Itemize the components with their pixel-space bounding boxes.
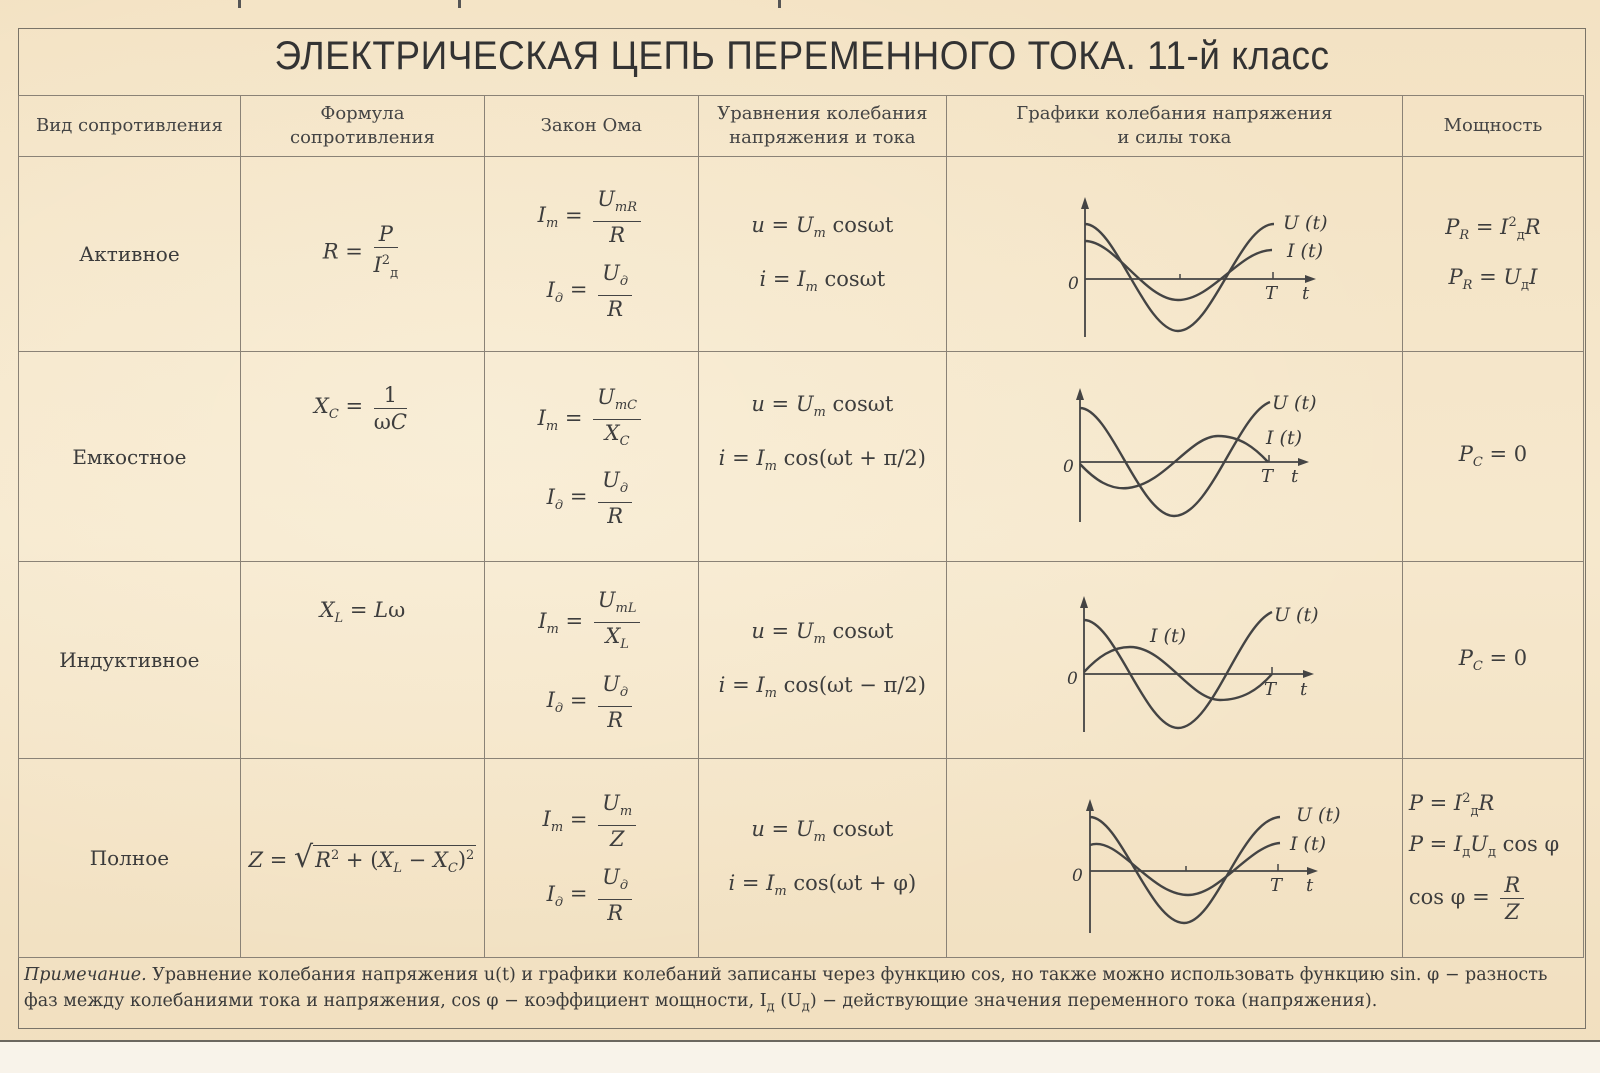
footnote-sub: д xyxy=(801,999,810,1015)
i-label: I (t) xyxy=(1266,427,1303,449)
table-row xyxy=(19,562,1584,759)
i-label: I (t) xyxy=(1150,625,1187,647)
equations-active: $u = U_m$ cosωt $i = I_m$ cosωt xyxy=(698,157,946,352)
zero-label: 0 xyxy=(1068,274,1080,294)
zero-label: 0 xyxy=(1063,457,1075,477)
u-label: U (t) xyxy=(1283,212,1328,234)
footnote xyxy=(24,962,1569,1021)
header-ohm: Закон Ома xyxy=(485,96,699,157)
x-axis-arrow xyxy=(1305,275,1316,283)
header-graphs: Графики колебания напряжения и силы тока xyxy=(946,96,1402,157)
T-label: T xyxy=(1270,875,1283,896)
header-power: Мощность xyxy=(1402,96,1583,157)
footnote-label: Примечание. xyxy=(24,965,147,985)
t-label: t xyxy=(1291,466,1299,487)
top-mark xyxy=(238,0,251,8)
kind-inductive: Индуктивное xyxy=(19,562,241,759)
footnote-text: Уравнение колебания напряжения u(t) и графики колебаний записаны через функцию cos, но также можно использовать функцию sin. φ − разность фаз между колебаниями тока и напряжения, cos φ − коэффициент мощности, I xyxy=(24,965,1548,1011)
t-label: t xyxy=(1300,679,1308,700)
ohm-active: $I_m$ = $\frac{U_{mR}}{R}$ $I_д$ = $\frac{U_д}{R}$ xyxy=(485,157,699,352)
u-label: U (t) xyxy=(1296,804,1341,826)
equations-total: $u = U_m$ cosωt $i = I_m$ cos(ωt + φ) xyxy=(698,759,946,958)
table-row xyxy=(19,157,1584,352)
kind-total: Полное xyxy=(19,759,241,958)
equations-inductive: $u = U_m$ cosωt $i = I_m$ cos(ωt − π/2) xyxy=(698,562,946,759)
page-bottom-edge xyxy=(0,1040,1600,1073)
u-curve xyxy=(1080,402,1270,516)
graph-capacitive xyxy=(946,352,1402,562)
power-capacitive: $P_C = 0$ xyxy=(1402,352,1583,562)
header-kind: Вид сопротивления xyxy=(19,96,241,157)
T-label: T xyxy=(1261,466,1274,487)
table-row xyxy=(19,759,1584,958)
graph-active xyxy=(946,157,1402,352)
table-row xyxy=(19,352,1584,562)
power-total: $P = I^2_дR$ $P = I_дU_д$ cos φ cos φ = $\frac{R}{Z}$ xyxy=(1402,759,1583,958)
top-mark xyxy=(458,0,471,8)
graph-capacitive-svg xyxy=(950,352,1398,557)
footnote-mid: (U xyxy=(774,991,802,1011)
t-label: t xyxy=(1302,283,1310,304)
i-label: I (t) xyxy=(1290,833,1327,855)
y-axis-arrow xyxy=(1080,596,1088,608)
zero-label: 0 xyxy=(1067,669,1079,689)
power-inductive: $P_C = 0$ xyxy=(1402,562,1583,759)
header-formula: Формула сопротивления xyxy=(240,96,484,157)
graph-total-svg xyxy=(950,759,1398,953)
t-label: t xyxy=(1306,875,1314,896)
graph-inductive xyxy=(946,562,1402,759)
graph-total xyxy=(946,759,1402,958)
y-axis-arrow xyxy=(1076,388,1084,400)
formula-total: $Z = √R^2 + (X_L - X_C)^2$ xyxy=(240,759,484,958)
formula-capacitive: $X_C$ = $\frac{1}{\omega C}$ xyxy=(240,352,484,562)
graph-inductive-svg xyxy=(950,562,1398,754)
kind-capacitive: Емкостное xyxy=(19,352,241,562)
equations-capacitive: $u = U_m$ cosωt $i = I_m$ cos(ωt + π/2) xyxy=(698,352,946,562)
ohm-total: $I_m$ = $\frac{U_m}{Z}$ $I_д$ = $\frac{U_д}{R}$ xyxy=(485,759,699,958)
T-label: T xyxy=(1265,283,1278,304)
y-axis-arrow xyxy=(1081,197,1089,209)
ohm-inductive: $I_m$ = $\frac{U_{mL}}{X_L}$ $I_д$ = $\frac{U_д}{R}$ xyxy=(485,562,699,759)
top-mark xyxy=(778,0,791,8)
x-axis-arrow xyxy=(1298,458,1309,466)
zero-label: 0 xyxy=(1072,866,1084,886)
x-axis-arrow xyxy=(1303,670,1314,678)
formula-active: R = $\frac{P}{I^2_д}$ xyxy=(240,157,484,352)
y-axis-arrow xyxy=(1086,799,1094,811)
top-cut-strip xyxy=(18,0,1586,29)
formula-table xyxy=(18,95,1584,958)
i-curve xyxy=(1090,843,1280,895)
power-active: $P_R = I^2_дR$ $P_R = U_дI$ xyxy=(1402,157,1583,352)
T-label: T xyxy=(1264,679,1277,700)
graph-active-svg xyxy=(950,157,1398,347)
ohm-capacitive: $I_m$ = $\frac{U_{mC}}{X_C}$ $I_д$ = $\frac{U_д}{R}$ xyxy=(485,352,699,562)
header-row xyxy=(19,96,1584,157)
footnote-tail: ) − действующие значения переменного тока (напряжения). xyxy=(809,991,1378,1011)
page-title: ЭЛЕКТРИЧЕСКАЯ ЦЕПЬ ПЕРЕМЕННОГО ТОКА. 11-й класс xyxy=(274,33,1330,78)
formula-inductive: $X_L = L\omega$ xyxy=(240,562,484,759)
x-axis-arrow xyxy=(1307,867,1318,875)
u-label: U (t) xyxy=(1272,392,1317,414)
u-curve xyxy=(1090,817,1280,923)
footnote-sub: д xyxy=(766,999,775,1015)
header-equations: Уравнения колебания напряжения и тока xyxy=(698,96,946,157)
kind-active: Активное xyxy=(19,157,241,352)
u-label: U (t) xyxy=(1274,604,1319,626)
i-label: I (t) xyxy=(1287,240,1324,262)
